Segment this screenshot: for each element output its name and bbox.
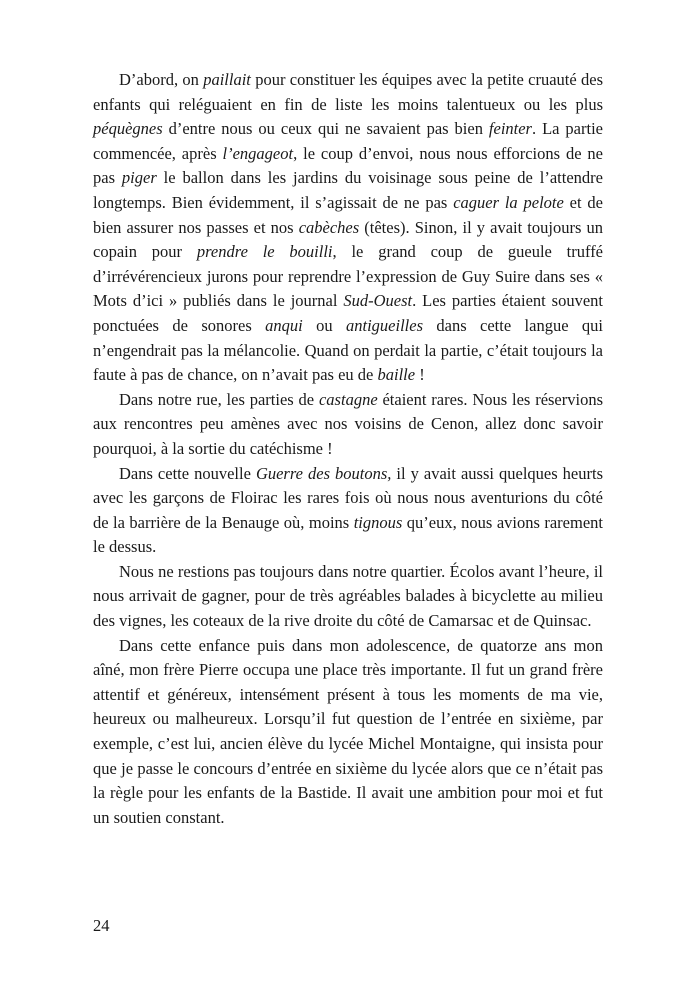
- body-text: [93, 68, 603, 830]
- text-run: il y avait aussi quelques heurts avec les garçons de Floirac les rares fois où nous nous aventurions du côté de la barrière de la Benauge où, moins: [93, 463, 603, 532]
- text-run: pour constituer les équipes avec la petite cruauté des enfants qui reléguaient en fin de liste les moins talentueux ou les plus: [93, 70, 603, 114]
- text-run: ou: [302, 315, 346, 335]
- paragraph: [93, 634, 603, 831]
- text-run: , le coup d’envoi, nous nous efforcions de ne pas: [93, 143, 603, 188]
- text-run: étaient rares. Nous les réservions aux rencontres peu amènes avec nos voisins de Cenon, allez donc savoir pourquoi, à la sortie du catéchisme !: [93, 389, 604, 458]
- text-run: Dans cette nouvelle: [119, 463, 256, 483]
- text-run: le ballon dans les jardins du voisinage sous peine de l’attendre longtemps. Bien évidemment, il s’agissait de ne pas: [93, 168, 603, 212]
- italic-term: péquègnes: [93, 119, 163, 139]
- italic-term: tignous: [353, 512, 403, 532]
- paragraph: [93, 68, 603, 388]
- italic-term: prendre le bouilli: [196, 242, 333, 262]
- italic-term: baille: [377, 365, 416, 385]
- italic-term: piger: [121, 168, 157, 188]
- paragraph: [93, 560, 603, 634]
- italic-term: cabèches: [298, 217, 360, 237]
- text-run: Dans notre rue, les parties de: [119, 389, 319, 409]
- text-run: . Les parties étaient souvent ponctuées de sonores: [93, 291, 603, 335]
- text-run: (têtes). Sinon, il y avait toujours un copain pour: [93, 217, 603, 262]
- page-number: 24: [93, 916, 110, 935]
- italic-term: anqui: [265, 315, 303, 335]
- italic-term: antigueilles: [346, 315, 423, 335]
- text-run: d’entre nous ou ceux qui ne savaient pas bien: [162, 119, 489, 139]
- italic-term: Sud-Ouest: [343, 291, 413, 311]
- italic-term: caguer la pelote: [453, 192, 564, 212]
- text-run: et de bien assurer nos passes et nos: [93, 192, 604, 237]
- paragraph: [93, 388, 603, 462]
- italic-term: castagne: [318, 389, 378, 409]
- text-run: Dans cette enfance puis dans mon adolescence, de quatorze ans mon aîné, mon frère Pierre occupa une place très importante. Il fut un grand frère attentif et généreux, intensément présent à tous les moments de ma vie, heureux ou malheureux. Lorsqu’il fut question de l’entrée en sixième, par exemple, c’est lui, ancien élève du lycée Michel Montaigne, qui insista pour que je passe le concours d’entrée en sixième du lycée alors que ce n’était pas la règle pour les enfants de la Bastide. Il avait une ambition pour moi et fut un soutien constant.: [93, 635, 603, 827]
- text-run: D’abord, on: [119, 70, 204, 89]
- text-run: !: [415, 365, 425, 385]
- text-run: . La partie commencée, après: [93, 119, 603, 163]
- text-run: qu’eux, nous avions rarement le dessus.: [93, 512, 603, 557]
- italic-term: paillait: [203, 70, 251, 89]
- italic-term: Guerre des boutons,: [255, 463, 392, 483]
- text-run: Nous ne restions pas toujours dans notre quartier. Écolos avant l’heure, il nous arrivait de gagner, pour de très agréables balades à bicyclette au milieu des vignes, les coteaux de la rive droite du côté de Camarsac et de Quinsac.: [93, 561, 603, 631]
- italic-term: l’engageot: [222, 143, 294, 163]
- paragraph: [93, 462, 603, 560]
- text-run: dans cette langue qui n’engendrait pas la mélancolie. Quand on perdait la partie, c’était toujours la faute à pas de chance, on n’avait pas eu de: [93, 315, 603, 385]
- text-run: , le grand coup de gueule truffé d’irrévérencieux jurons pour reprendre l’expression de Guy Suire dans ses « Mots d’ici » publiés dans le journal: [93, 242, 604, 311]
- italic-term: feinter: [488, 119, 532, 139]
